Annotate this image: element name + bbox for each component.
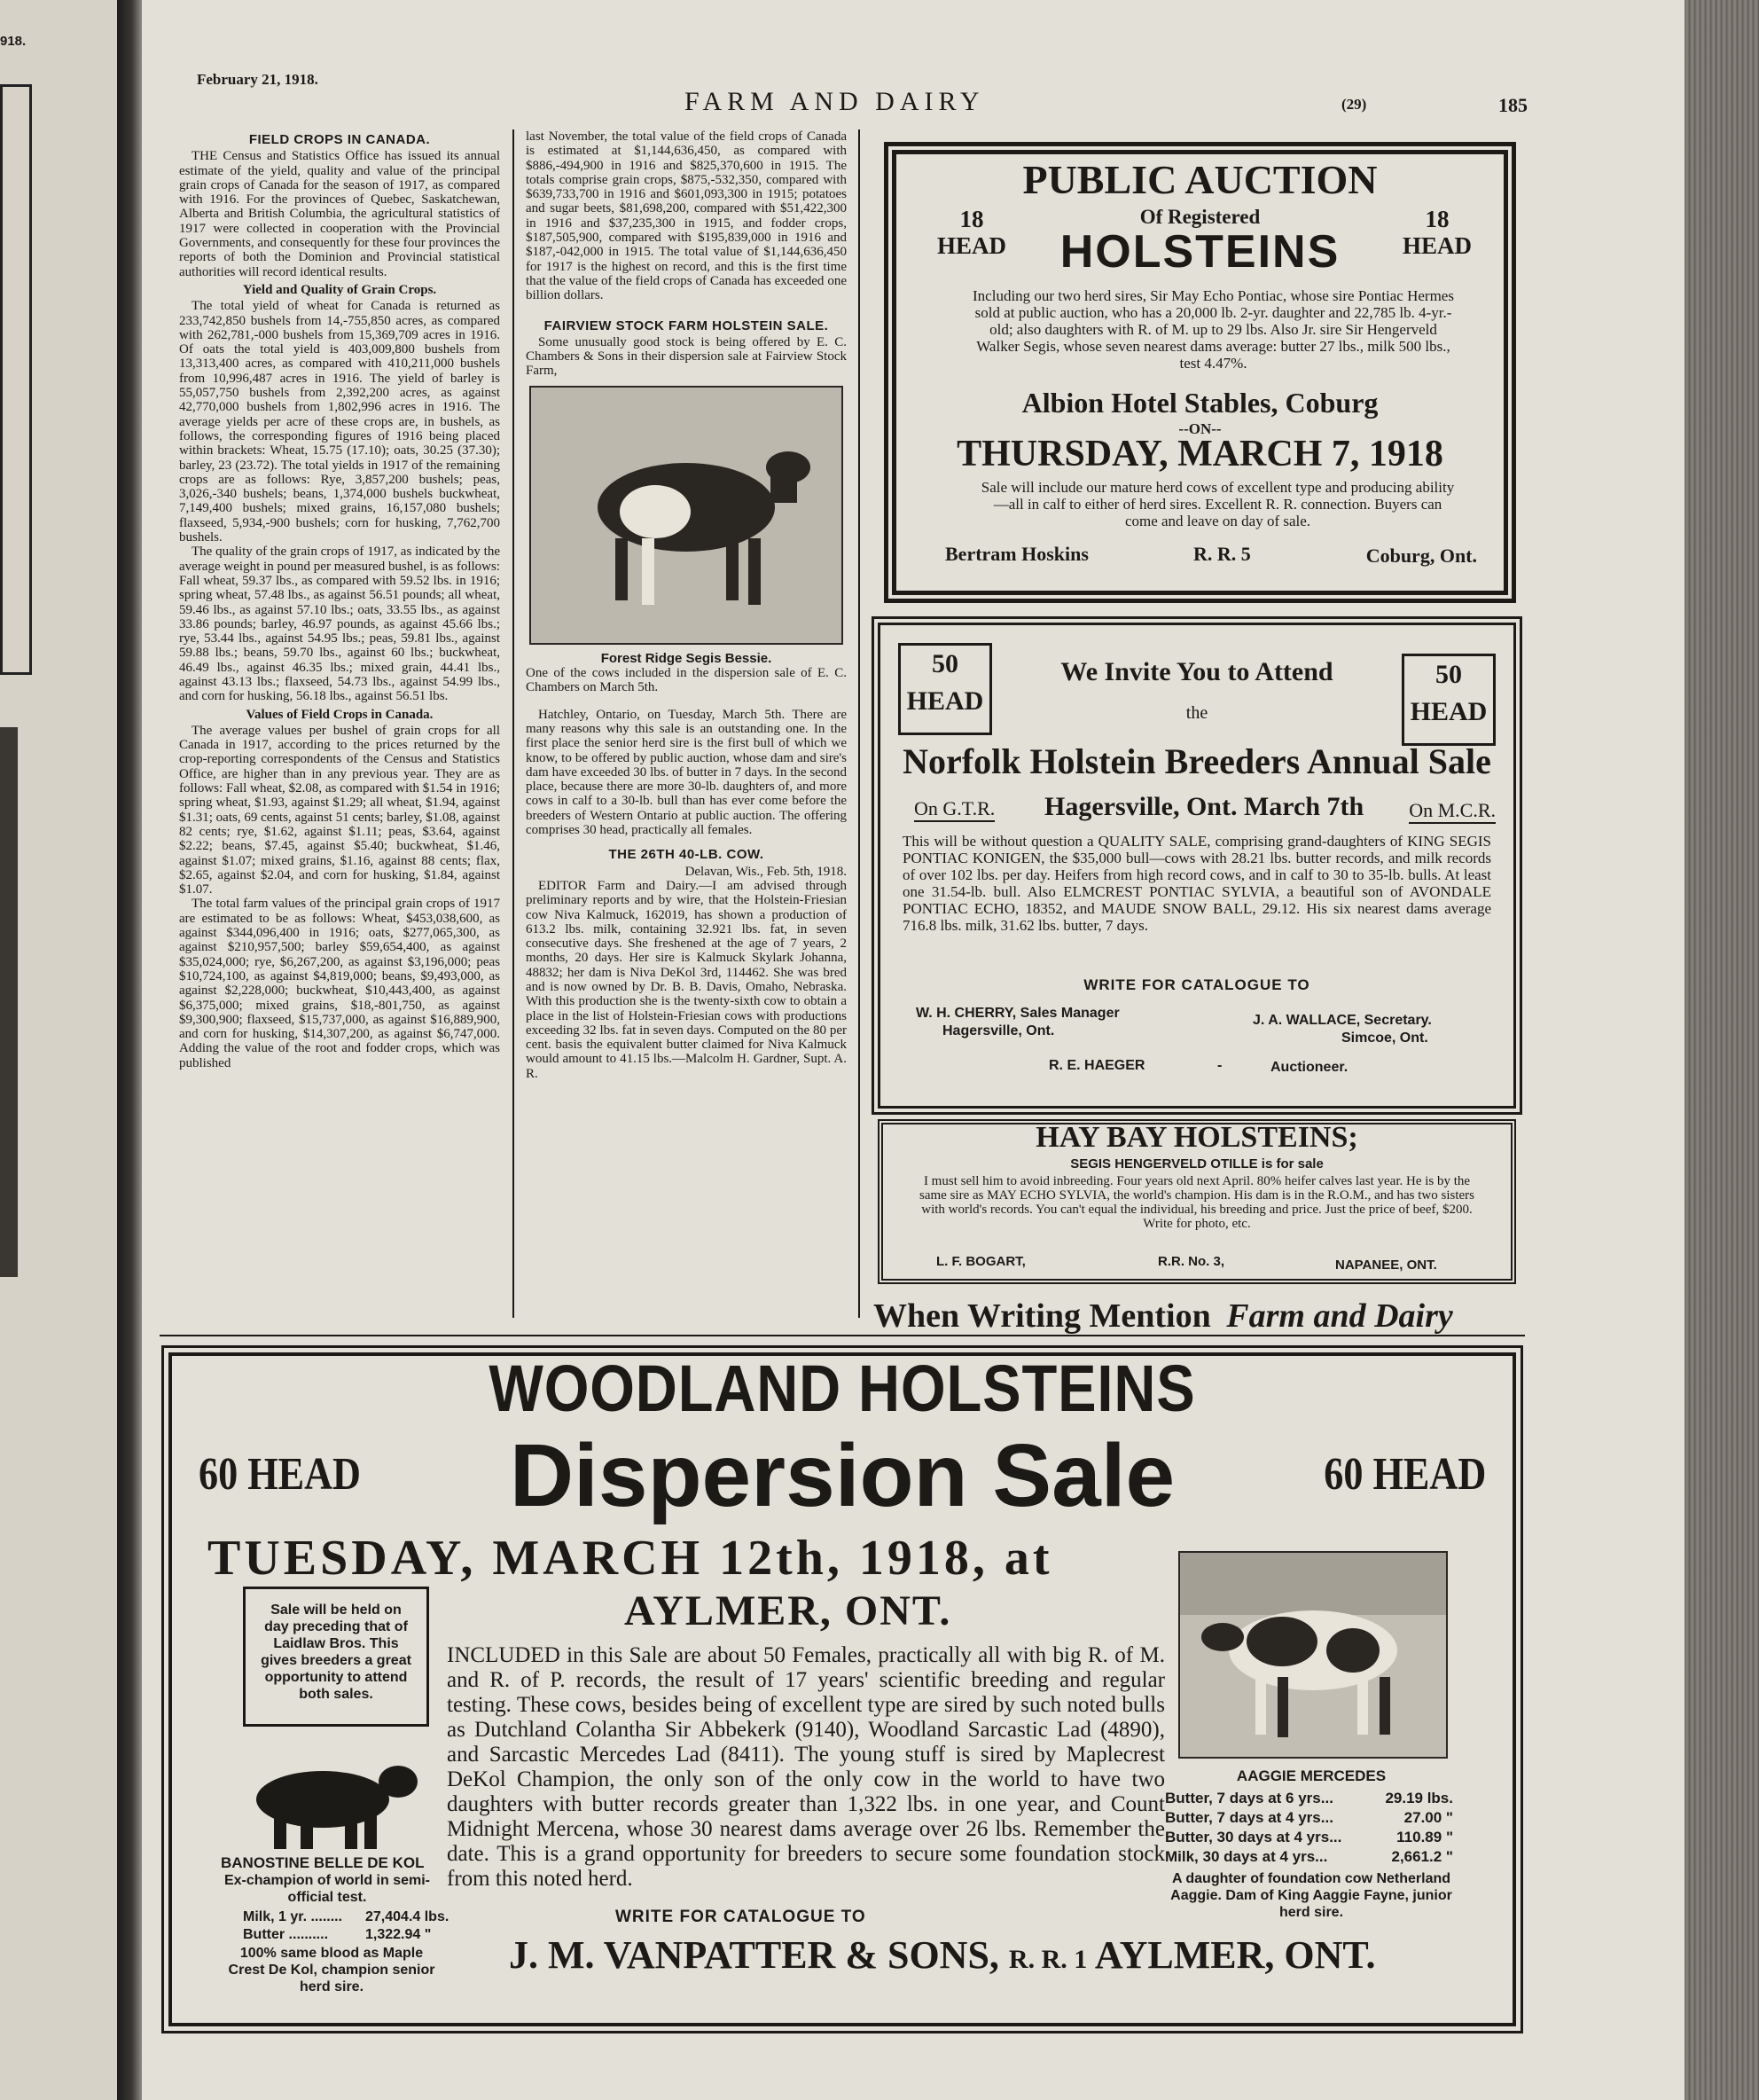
ad-write: WRITE FOR CATALOGUE TO [1083, 976, 1310, 993]
paragraph: The total yield of wheat for Canada is returned as 233,742,850 bushels from 14,-755,850 acres, as compared with 262,781,-000 bushels from 15,369,709 acres in 1916. Of oats the total yield is 403,009,800 bushels from 13,313,400 acres, as compared with 410,211,000 bushels from 10,996,487 acres in 1916. The yield of barley is 55,057,750 bushels from 2,392,200 acres, as against 42,770,000 bushels from 1,802,996 acres in 1916. The average yields per acre of these crops are, in bushels, as follows, the corresponding figures of 1916 being placed within brackets: Wheat, 15.75 (17.10); oats, 30.25 (37.30); barley, 23 (23.72). The total yields in 1917 of the remaining crops are as follows: Rye, 3,857,200 bushels; peas, 3,026,-340 bushels; beans, 1,374,000 bushels buckwheat, 7,149,400 bushels; mixed grains, 16,157,080 bushels; flaxseed, 5,934,-900 bushels; corn for husking, 7,762,700 bushels. [179, 299, 500, 545]
bull-name: BANOSTINE BELLE DE KOL [221, 1854, 425, 1871]
auctioneer-role: Auctioneer. [1270, 1060, 1349, 1075]
butter-value: 1,322.94 " [365, 1927, 432, 1942]
bleed-box [0, 84, 32, 675]
photo-caption: One of the cows included in the dispersion sale of E. C. Chambers on March 5th. [526, 666, 847, 695]
article-column-two [526, 129, 847, 1327]
masthead-title: FARM AND DAIRY [684, 87, 985, 116]
ad-rr: R.R. No. 3, [1158, 1254, 1225, 1269]
page-number: 185 [1498, 94, 1528, 116]
newspaper-page [142, 0, 1685, 2100]
section-rule [160, 1335, 1525, 1336]
contact-town: Simcoe, Ont. [1341, 1030, 1428, 1046]
head-number: 50 [932, 649, 958, 678]
head-number: 18 [959, 206, 984, 232]
paragraph: The quality of the grain crops of 1917, as indicated by the average weight in pound per measured bushel, is as follows: Fall wheat, 59.37 lbs., as compared with 59.52 lbs. in 1916; spring wheat, 57.48 lbs., as against 56.51 pounds; all wheat, 59.46 lbs., as against 57.10 lbs.; oats, 33.55 lbs., as against 33.86 pounds; barley, 46.97 pounds, as against 45.66 lbs.; rye, 53.44 lbs., against 54.95 lbs.; peas, 59.81 lbs., against 59.88 lbs.; beans, 59.70 lbs., against 60 lbs.; buckwheat, 46.49 lbs., against 46.35 lbs.; mixed grain, 44.41 lbs., against 43.13 lbs.; flaxseed, 54.73 lbs., against 54.99 lbs., and corn for husking, 56.18 lbs., against 56.51 lbs. [179, 545, 500, 704]
ad-title: Norfolk Holstein Breeders Annual Sale [903, 741, 1491, 781]
head-number: 18 [1425, 206, 1450, 232]
bull-note: 100% same blood as Maple Crest De Kol, champion senior herd sire. [228, 1946, 435, 1994]
stat-row [1165, 1808, 1453, 1828]
cow-photo [529, 386, 843, 645]
head-word: HEAD [1402, 232, 1472, 259]
ad-title: WOODLAND HOLSTEINS [489, 1352, 1196, 1425]
contact-name: J. A. WALLACE, Secretary. [1253, 1013, 1432, 1028]
ad-main-title: Dispersion Sale [509, 1426, 1176, 1525]
article-heading: FAIRVIEW STOCK FARM HOLSTEIN SALE. [543, 317, 829, 333]
ad-title: PUBLIC AUCTION [1022, 157, 1378, 202]
subheading: Yield and Quality of Grain Crops. [242, 282, 437, 297]
ad-norfolk-sale [878, 623, 1516, 1109]
issue-date: February 21, 1918. [197, 71, 318, 88]
photo-caption-title: Forest Ridge Segis Bessie. [600, 650, 772, 666]
stat-row [1165, 1847, 1453, 1867]
head-number: 50 [1435, 660, 1462, 689]
ad-place: Albion Hotel Stables, Coburg [1021, 387, 1379, 419]
ad-subtitle: SEGIS HENGERVELD OTILLE is for sale [1070, 1156, 1324, 1171]
ad-woodland-holsteins [168, 1352, 1516, 2026]
stat-value: 29.19 lbs. [1385, 1790, 1453, 1806]
stat-row [1165, 1789, 1453, 1808]
ad-body: INCLUDED in this Sale are about 50 Females, practically all with big R. of M. and R. of P. records, the result of 17 years' scientific breeding and regular testing. These cows, besides being of excellent type are sired by such noted bulls as Dutchland Colantha Sir Abbekerk (9140), Woodland Sarcastic Lad (4890), and Sarcastic Mercedes Lad (8411). The young stuff is sired by Maplecrest DeKol Champion, the only son of the only cow in the world to have two daughters with butter records greater than 1,322 lbs. in one year, and Count Midnight Mercena, whose 30 nearest dams average over 26 lbs. Remember the date. This is a grand opportunity for breeders to secure some foundation stock from this noted herd. [447, 1643, 1165, 1891]
bull-silhouette [238, 1746, 434, 1853]
ad-hay-bay [878, 1119, 1516, 1284]
paragraph: THE Census and Statistics Office has issued its annual estimate of the yield, quality and value of the principal grain crops of Canada for the season of 1917, as compared with 1916. For the provinces of Quebec, Saskatchewan, Alberta and British Columbia, the agricultural statistics of 1917 were collected in cooperation with the Provincial Governments, and consequently for these four provinces the reports of both the Dominion and Provincial statistical authorities will record identical results. [179, 149, 500, 279]
previous-page-bleed [0, 0, 133, 2100]
dateline: Delavan, Wis., Feb. 5th, 1918. [684, 864, 847, 879]
ad-main-title: HOLSTEINS [1059, 226, 1341, 278]
stat-label: Butter, 7 days at 6 yrs... [1165, 1790, 1333, 1806]
head-count-left: 60 HEAD [199, 1449, 361, 1500]
footer-name: J. M. VANPATTER & SONS, [509, 1933, 999, 1977]
ad-invite: We Invite You to Attend [1060, 657, 1333, 686]
head-word: HEAD [936, 232, 1006, 259]
contact-wallace [1253, 1012, 1432, 1047]
ad-name: L. F. BOGART, [936, 1254, 1026, 1269]
binding-gutter [117, 0, 142, 2100]
ad-town: Coburg, Ont. [1365, 545, 1477, 567]
contact-cherry [916, 1005, 1120, 1040]
stat-label: Butter, 7 days at 4 yrs... [1165, 1809, 1333, 1826]
column-rule [858, 129, 860, 1318]
ad-public-auction [884, 142, 1516, 603]
right-rail: On M.C.R. [1409, 799, 1496, 824]
ad-title: HAY BAY HOLSTEINS; [1036, 1121, 1358, 1154]
footer-town: AYLMER, ONT. [1094, 1933, 1376, 1977]
butter-label: Butter .......... [243, 1927, 329, 1942]
mention-plain: When Writing Mention [873, 1297, 1211, 1335]
ad-rr: R. R. 5 [1193, 543, 1251, 565]
footer-rr: R. R. 1 [1008, 1945, 1088, 1974]
ad-on: --ON-- [1178, 420, 1222, 437]
ad-the: the [1185, 703, 1208, 723]
paragraph: Some unusually good stock is being offered by E. C. Chambers & Sons in their dispersion sale at Fairview Stock Farm, [526, 334, 847, 379]
head-count-right [1402, 206, 1473, 259]
head-word: HEAD [906, 686, 984, 716]
page-stack-edge [1685, 0, 1759, 2100]
auctioneer-name: R. E. HAEGER [1049, 1058, 1145, 1073]
paragraph: EDITOR Farm and Dairy.—I am advised through preliminary reports and by wire, that the Holstein-Friesian cow Niva Kalmuck, 162019, has shown a production of 613.2 lbs. milk, containing 32.921 lbs. fat, in seven consecutive days. She freshened at the age of 7 years, 2 months, 20 days. Her sire is Kalmuck Skylark Johanna, 48832; her dam is Niva DeKol 3rd, 114462. She was bred and is now owned by Dr. B. B. Davis, Omaho, Nebraska. With this production she is the twenty-sixth cow to obtain a place in the list of Holstein-Friesian cows with productions exceeding 32 lbs. fat in seven days. Computed on the 80 per cent. basis the equivalent butter claimed for Niva Kalmuck would amount to 41.15 lbs.—Malcolm H. Gardner, Supt. A. R. [526, 878, 847, 1081]
head-word: HEAD [1410, 697, 1488, 726]
article-heading: FIELD CROPS IN CANADA. [248, 132, 431, 147]
milk-value: 27,404.4 lbs. [365, 1909, 450, 1924]
stat-value: 110.89 " [1396, 1829, 1453, 1845]
bleed-dark-strip [0, 727, 18, 1277]
auctioneer-dash: - [1217, 1058, 1223, 1073]
column-rule [512, 129, 514, 1318]
notice-box: Sale will be held on day preceding that of Laidlaw Bros. This gives breeders a great opportunity to attend both sales. [243, 1587, 429, 1727]
ad-body: I must sell him to avoid inbreeding. Four years old next April. 80% heifer calves last year. He is by the same sire as MAY ECHO SYLVIA, the world's champion. His dam is in the R.O.M., and has two sisters with world's records. You can't equal the individual, his breeding and price. Just the price of beef, $200. Write for photo, etc. [919, 1174, 1474, 1231]
stat-label: Butter, 30 days at 4 yrs... [1165, 1829, 1342, 1845]
bull-description: Ex-champion of world in semi-official test. [223, 1873, 431, 1905]
paragraph: last November, the total value of the field crops of Canada is estimated at $1,144,636,450, as compared with $886,-494,900 in 1916 and $825,370,600 in 1915. The totals comprise grain crops, $875,-532,350, compared with $639,733,700 in 1916 and $601,093,300 in 1915; potatoes and sugar beets, $81,698,200, compared with $51,422,300 in 1916 and $37,235,300 in 1915, and fodder crops, $187,505,900, compared with $195,839,000 in 1916 and $187,-042,000 in 1915. The total value of $1,144,636,450 for 1917 is the highest on record, and this is the first time that the value of the field crops of Canada has exceeded one billion dollars. [526, 129, 847, 303]
ad-date: TUESDAY, MARCH 12th, 1918, at [207, 1531, 1053, 1586]
photo-frame [526, 386, 847, 645]
ad-town: NAPANEE, ONT. [1335, 1258, 1437, 1273]
milk-label: Milk, 1 yr. ........ [243, 1909, 343, 1924]
article-field-crops [179, 129, 500, 1327]
ad-note: Sale will include our mature herd cows of excellent type and producing ability—all in calf to either of herd sires. Excellent R. R. connection. Buyers can come and leave on day of sale. [981, 479, 1455, 529]
footer-line [509, 1932, 1375, 1978]
stat-row [1165, 1828, 1453, 1847]
ad-place: AYLMER, ONT. [624, 1587, 952, 1634]
stat-value: 2,661.2 " [1391, 1848, 1453, 1865]
mention-line [873, 1297, 1453, 1336]
ad-subtitle: Of Registered [1139, 206, 1261, 228]
paragraph: Hatchley, Ontario, on Tuesday, March 5th. There are many reasons why this sale is an outstanding one. In the first place the senior herd sire is the first bull of which we know, to be offered by public auction, whose dam and sire's dam have exceeded 30 lbs. of butter in 7 days. In the second place, because there are more 30-lb. daughters of, and more cows in calf to a 30-lb. bull than has ever come before the breeders of Western Ontario at public auction. The offering comprises 30 head, practically all females. [526, 707, 847, 838]
bleed-text: 918. [0, 34, 27, 49]
cow-photo [1178, 1551, 1448, 1759]
ad-date: THURSDAY, MARCH 7, 1918 [957, 434, 1443, 474]
cow-caption: AAGGIE MERCEDES [1236, 1767, 1387, 1784]
ad-place-date: Hagersville, Ont. March 7th [1044, 792, 1364, 821]
stat-value: 27.00 " [1403, 1809, 1453, 1826]
ad-owner: Bertram Hoskins [945, 543, 1089, 565]
page-paren-number: (29) [1341, 96, 1367, 113]
ad-write: WRITE FOR CATALOGUE TO [615, 1908, 866, 1926]
cow-stats [1165, 1789, 1453, 1867]
left-rail: On G.T.R. [914, 797, 995, 822]
contact-town: Hagersville, Ont. [942, 1023, 1055, 1038]
ad-body: Including our two herd sires, Sir May Echo Pontiac, whose sire Pontiac Hermes sold at public auction, who has a 20,000 lb. 2-yr. daughter and 22,785 lb. 4-yr.-old; also daughters with R. of M. up to 29 lbs. Also Jr. sire Sir Hengerveld Walker Segis, whose seven nearest dams average: butter 27 lbs., milk 500 lbs., test 4.47%. [973, 287, 1454, 372]
paragraph: The total farm values of the principal grain crops of 1917 are estimated to be as follows: Wheat, $453,038,600, as against $344,096,400 in 1916; oats, $277,065,300, as against $210,957,500; barley $59,654,400, as against $35,024,000; rye, $6,267,200, as against $3,196,000; peas $10,724,100, as against $4,819,000; beans, $9,493,000, as against $2,228,000; buckwheat, $10,443,400, as against $6,375,000; mixed grains, $18,-801,750, as against $9,300,900; flaxseed, $15,737,000, as against $16,889,900, and corn for husking, $14,307,200, as against $6,747,000. Adding the value of the root and fodder crops, which was published [179, 897, 500, 1070]
head-count-right: 60 HEAD [1324, 1449, 1486, 1500]
paragraph: The average values per bushel of grain crops for all Canada in 1917, according to the prices returned by the crop-reporting correspondents of the Census and Statistics Office, are higher than in any previous year. They are as follows: Fall wheat, $2.08, as compared with $1.54 in 1916; spring wheat, $1.93, against $1.29; all wheat, $1.94, against $1.31; oats, 69 cents, against 51 cents; barley, $1.08, against 82 cents; rye, $1.62, against $1.11; peas, $3.64, against $2.22; beans, $7.45, against $5.40; buckwheat, $1.46, against $1.07; mixed grains, $1.16, against 88 cents; flax, $2.65, against $2.04, and corn for husking, $1.84, against $1.07. [179, 723, 500, 897]
cow-note: A daughter of foundation cow Netherland Aaggie. Dam of King Aaggie Fayne, junior herd sire. [1170, 1871, 1452, 1920]
ad-body: This will be without question a QUALITY SALE, comprising grand-daughters of KING SEGIS PONTIAC KONIGEN, the $35,000 bull—cows with 28.21 lbs. butter records, and milk records of over 102 lbs. per day. Heifers from high record cows, and in calf to 30 to 35-lb. bulls. At least one 31.54-lb. bull. Also ELMCREST PONTIAC SYLVIA, a beautiful son of AVONDALE PONTIAC ECHO, 18352, and MAUDE SNOW BALL, 29.12. His six nearest dams average 716.8 lbs. milk, 31.62 lbs. butter, 7 days. [903, 833, 1491, 934]
contact-name: W. H. CHERRY, Sales Manager [916, 1006, 1120, 1021]
subheading: Values of Field Crops in Canada. [246, 707, 434, 722]
mention-italic: Farm and Dairy [1226, 1297, 1453, 1335]
article-heading: THE 26TH 40-LB. COW. [608, 847, 764, 863]
stat-label: Milk, 30 days at 4 yrs... [1165, 1848, 1328, 1865]
